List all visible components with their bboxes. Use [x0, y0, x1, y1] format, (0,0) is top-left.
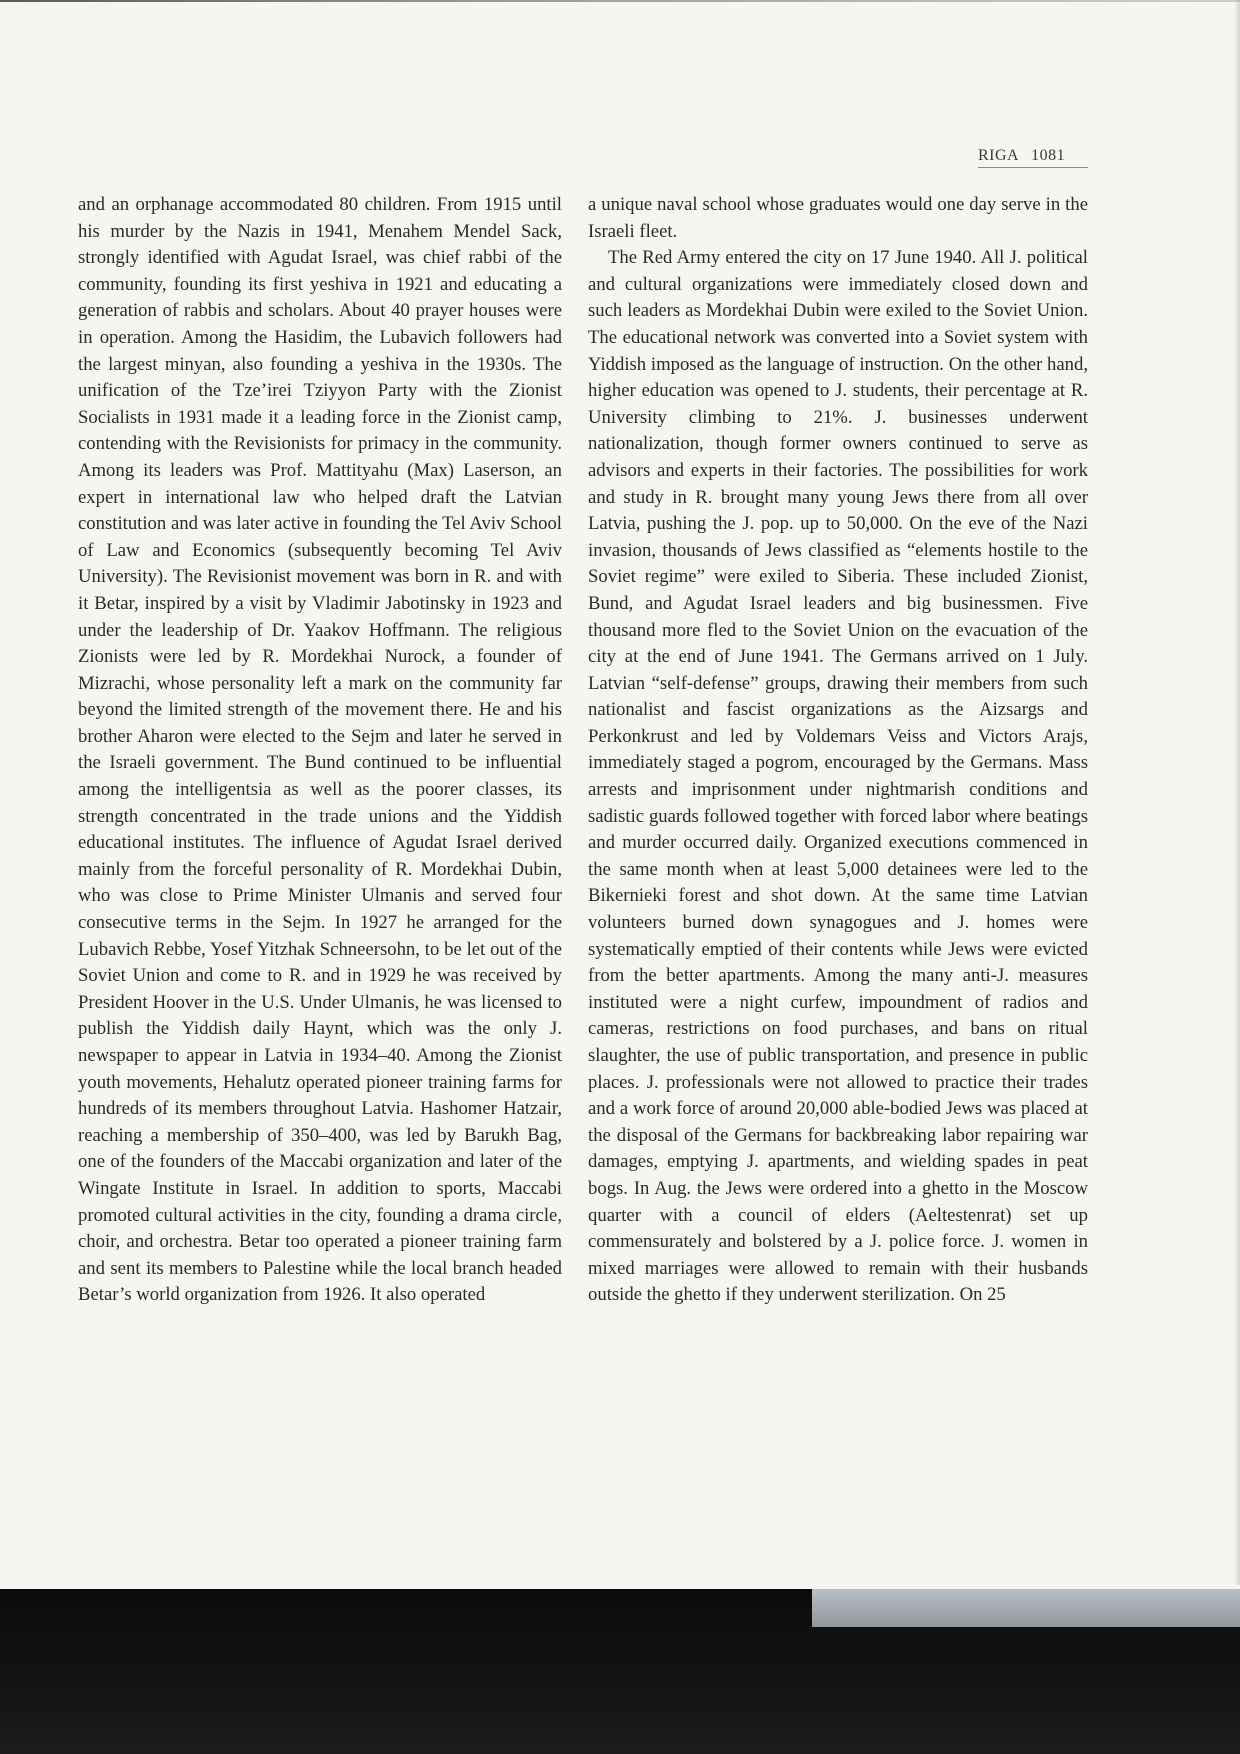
scan-right-edge-shadow: [1234, 0, 1240, 1585]
right-column: [588, 192, 1088, 1309]
scanner-bottom-shadow: [0, 1589, 1240, 1754]
running-head: [978, 147, 1088, 168]
scanner-edge-highlight: [812, 1589, 1240, 1627]
right-column-paragraph-1: a unique naval school whose graduates would one day serve in the Israeli fleet.: [588, 194, 1088, 242]
right-column-paragraph-2: The Red Army entered the city on 17 June 1940. All J. political and cultural organizations were immediately closed down and such leaders as Mordekhai Dubin were exiled to the Soviet Union. The educational network was converted into a Soviet system with Yiddish imposed as the language of instruction. On the other hand, higher education was opened to J. students, their percentage at R. University climbing to 21%. J. businesses underwent nationalization, though former owners continued to serve as advisors and experts in their factories. The possibilities for work and study in R. brought many young Jews there from all over Latvia, pushing the J. pop. up to 50,000. On the eve of the Nazi invasion, thousands of Jews classified as “elements hostile to the Soviet regime” were exiled to Siberia. These included Zionist, Bund, and Agudat Israel leaders and big businessmen. Five thousand more fled to the Soviet Union on the evacuation of the city at the end of June 1941. The Germans arrived on 1 July. Latvian “self-defense” groups, drawing their members from such nationalist and fascist organizations as the Aizsargs and Perkonkrust and led by Voldemars Veiss and Victors Arajs, immediately staged a pogrom, encouraged by the Germans. Mass arrests and imprisonment under nightmarish conditions and sadistic guards followed together with forced labor where beatings and murder occurred daily. Organized executions commenced in the same month when at least 5,000 detainees were led to the Bikernieki forest and shot down. At the same time Latvian volunteers burned down synagogues and J. homes were systematically emptied of their contents while Jews were evicted from the better apartments. Among the many anti-J. measures instituted were a night curfew, impoundment of radios and cameras, restrictions on food purchases, and bans on ritual slaughter, the use of public transportation, and presence in public places. J. professionals were not allowed to practice their trades and a work force of around 20,000 able-bodied Jews was placed at the disposal of the Germans for backbreaking labor repairing war damages, emptying J. apartments, and wielding spades in peat bogs. In Aug. the Jews were ordered into a ghetto in the Moscow quarter with a council of elders (Aeltestenrat) set up commensurately and bolstered by a J. police force. J. women in mixed marriages were allowed to remain with their husbands outside the ghetto if they underwent sterilization. On 25: [588, 247, 1088, 1306]
running-head-title: RIGA: [978, 147, 1020, 164]
left-column: [78, 192, 562, 1309]
page-number: 1081: [1031, 147, 1066, 164]
scan-top-edge: [0, 0, 1240, 2]
left-column-paragraph: and an orphanage accommodated 80 children. From 1915 until his murder by the Nazis in 1941, Menahem Mendel Sack, strongly identified with Agudat Israel, was chief rabbi of the community, founding its first yeshiva in 1921 and educating a generation of rabbis and scholars. About 40 prayer houses were in operation. Among the Hasidim, the Lubavich followers had the largest minyan, also founding a yeshiva in the 1930s. The unification of the Tze’irei Tziyyon Party with the Zionist Socialists in 1931 made it a leading force in the Zionist camp, contending with the Revisionists for primacy in the community. Among its leaders was Prof. Mattityahu (Max) Laserson, an expert in international law who helped draft the Latvian constitution and was later active in founding the Tel Aviv School of Law and Economics (subsequently becoming Tel Aviv University). The Revisionist movement was born in R. and with it Betar, inspired by a visit by Vladimir Jabotinsky in 1923 and under the leadership of Dr. Yaakov Hoffmann. The religious Zionists were led by R. Mordekhai Nurock, a founder of Mizrachi, whose personality left a mark on the community far beyond the limited strength of the movement there. He and his brother Aharon were elected to the Sejm and later he served in the Israeli government. The Bund continued to be influential among the intelligentsia as well as the poorer classes, its strength concentrated in the trade unions and the Yiddish educational institutes. The influence of Agudat Israel derived mainly from the forceful personality of R. Mordekhai Dubin, who was close to Prime Minister Ulmanis and served four consecutive terms in the Sejm. In 1927 he arranged for the Lubavich Rebbe, Yosef Yitzhak Schneersohn, to be let out of the Soviet Union and come to R. and in 1929 he was received by President Hoover in the U.S. Under Ulmanis, he was licensed to publish the Yiddish daily Haynt, which was the only J. newspaper to appear in Latvia in 1934–40. Among the Zionist youth movements, Hehalutz operated pioneer training farms for hundreds of its members throughout Latvia. Hashomer Hatzair, reaching a membership of 350–400, was led by Barukh Bag, one of the founders of the Maccabi organization and later of the Wingate Institute in Israel. In addition to sports, Maccabi promoted cultural activities in the city, founding a drama circle, choir, and orchestra. Betar too operated a pioneer training farm and sent its members to Palestine while the local branch headed Betar’s world organization from 1926. It also operated: [78, 194, 562, 1306]
